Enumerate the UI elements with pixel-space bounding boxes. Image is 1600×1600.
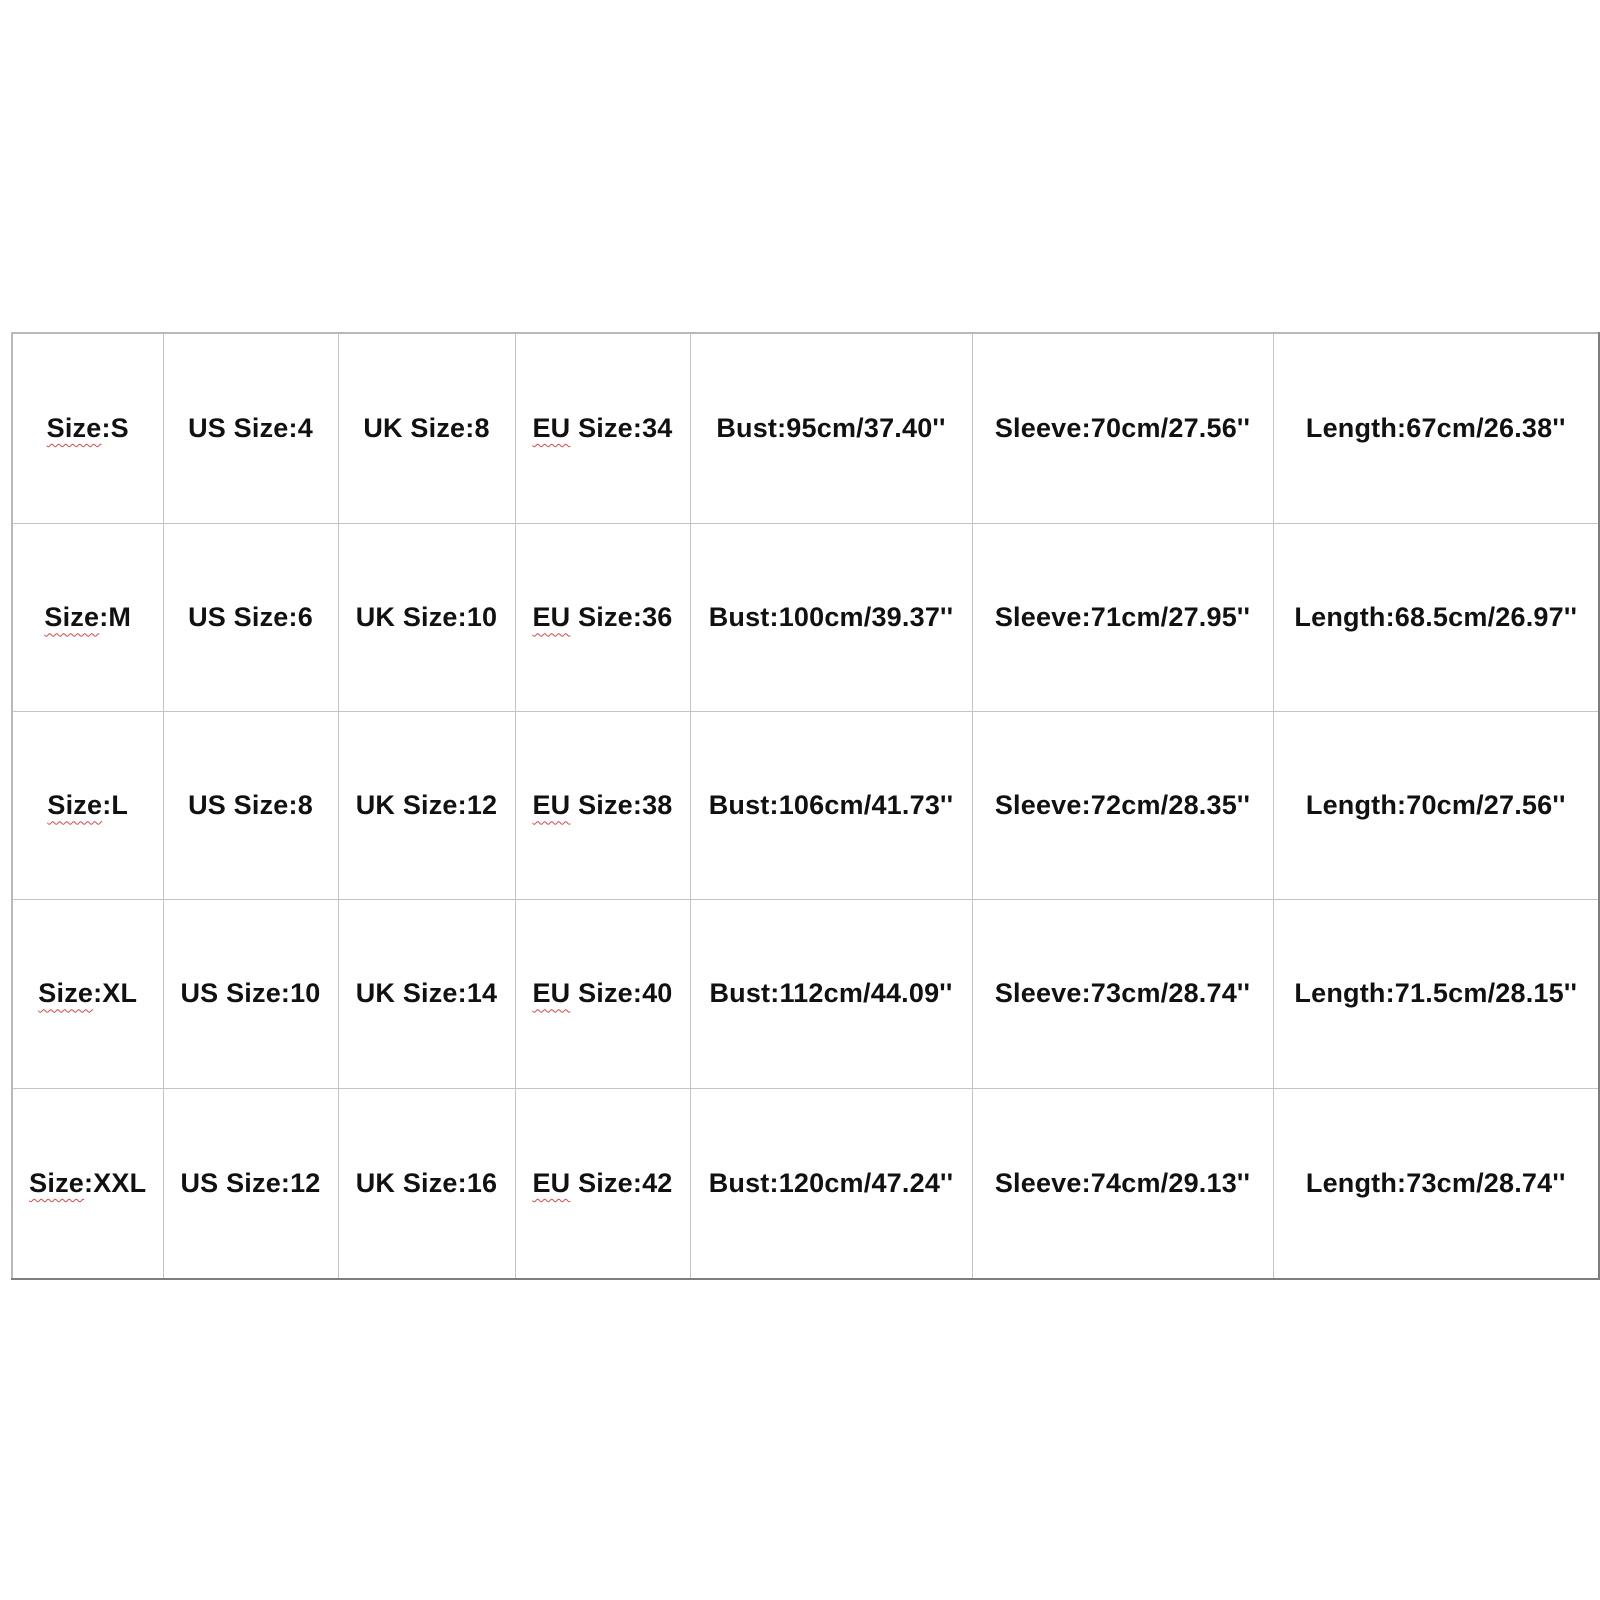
sleeve-cell: Sleeve:71cm/27.95'' (972, 524, 1273, 712)
size-value: :S (101, 413, 129, 444)
us-size-cell: US Size:4 (163, 333, 338, 524)
size-chart-table (11, 332, 1600, 1280)
length-cell: Length:71.5cm/28.15'' (1273, 900, 1599, 1088)
eu-label: EU (532, 413, 571, 444)
length-cell: Length:67cm/26.38'' (1273, 333, 1599, 524)
us-size-cell: US Size:12 (163, 1088, 338, 1279)
uk-size-cell: UK Size:12 (338, 712, 515, 900)
length-cell: Length:70cm/27.56'' (1273, 712, 1599, 900)
size-cell (12, 333, 163, 524)
sleeve-cell: Sleeve:74cm/29.13'' (972, 1088, 1273, 1279)
size-row-s (12, 333, 1599, 524)
size-value: :XL (93, 978, 138, 1009)
uk-size-cell: UK Size:16 (338, 1088, 515, 1279)
size-row-l (12, 712, 1599, 900)
size-cell (12, 712, 163, 900)
eu-size-cell (515, 1088, 690, 1279)
eu-label: EU (532, 790, 571, 821)
size-value: :XXL (84, 1167, 147, 1198)
eu-value: Size:36 (570, 602, 673, 633)
uk-size-cell: UK Size:8 (338, 333, 515, 524)
bust-cell: Bust:95cm/37.40'' (690, 333, 972, 524)
size-label: Size (47, 790, 103, 821)
uk-size-cell: UK Size:14 (338, 900, 515, 1088)
eu-label: EU (532, 1167, 571, 1198)
us-size-cell: US Size:6 (163, 524, 338, 712)
size-cell (12, 1088, 163, 1279)
eu-value: Size:34 (570, 413, 673, 444)
size-label: Size (46, 413, 102, 444)
sleeve-cell: Sleeve:70cm/27.56'' (972, 333, 1273, 524)
size-value: :M (99, 602, 132, 633)
eu-value: Size:38 (570, 790, 673, 821)
eu-size-cell (515, 333, 690, 524)
eu-value: Size:42 (570, 1167, 673, 1198)
size-value: :L (102, 790, 129, 821)
eu-value: Size:40 (570, 978, 673, 1009)
us-size-cell: US Size:8 (163, 712, 338, 900)
eu-size-cell (515, 712, 690, 900)
sleeve-cell: Sleeve:73cm/28.74'' (972, 900, 1273, 1088)
length-cell: Length:68.5cm/26.97'' (1273, 524, 1599, 712)
size-label: Size (38, 978, 94, 1009)
eu-size-cell (515, 900, 690, 1088)
size-row-xxl (12, 1088, 1599, 1279)
uk-size-cell: UK Size:10 (338, 524, 515, 712)
size-label: Size (29, 1167, 84, 1198)
size-row-m (12, 524, 1599, 712)
size-cell (12, 900, 163, 1088)
sleeve-cell: Sleeve:72cm/28.35'' (972, 712, 1273, 900)
size-label: Size (44, 602, 100, 633)
us-size-cell: US Size:10 (163, 900, 338, 1088)
bust-cell: Bust:106cm/41.73'' (690, 712, 972, 900)
size-row-xl (12, 900, 1599, 1088)
bust-cell: Bust:112cm/44.09'' (690, 900, 972, 1088)
length-cell: Length:73cm/28.74'' (1273, 1088, 1599, 1279)
size-cell (12, 524, 163, 712)
eu-label: EU (532, 602, 571, 633)
bust-cell: Bust:120cm/47.24'' (690, 1088, 972, 1279)
bust-cell: Bust:100cm/39.37'' (690, 524, 972, 712)
eu-label: EU (532, 978, 571, 1009)
eu-size-cell (515, 524, 690, 712)
